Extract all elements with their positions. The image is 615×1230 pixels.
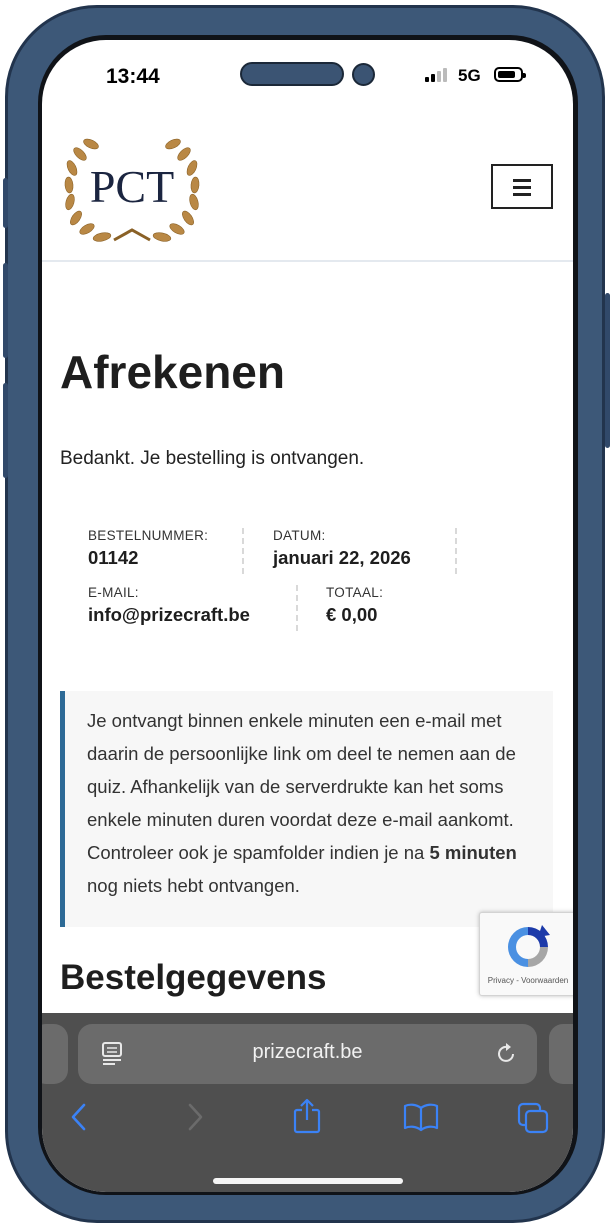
order-details-title: Bestelgegevens <box>60 958 327 997</box>
status-bar <box>42 40 573 112</box>
previous-tab-peek[interactable] <box>42 1024 68 1084</box>
home-indicator[interactable] <box>213 1178 403 1184</box>
divider <box>242 528 244 574</box>
dynamic-island <box>240 62 344 86</box>
battery-icon <box>494 67 523 82</box>
power-button <box>605 293 610 448</box>
network-label: 5G <box>458 66 481 85</box>
address-bar[interactable] <box>78 1024 537 1084</box>
svg-text:PCT: PCT <box>89 161 175 212</box>
email-value: info@prizecraft.be <box>88 604 250 625</box>
site-header <box>42 112 573 262</box>
back-icon[interactable] <box>68 1101 90 1133</box>
side-button <box>3 178 8 228</box>
url-text[interactable]: prizecraft.be <box>252 1041 363 1063</box>
share-icon[interactable] <box>292 1097 322 1135</box>
tabs-icon[interactable] <box>516 1101 550 1135</box>
status-time: 13:44 <box>106 65 160 88</box>
thanks-message: Bedankt. Je bestelling is ontvangen. <box>60 448 365 469</box>
notice-text: Je ontvangt binnen enkele minuten een e-mail met daarin de persoonlijke link om deel te nemen aan de quiz. Afhankelijk van de serverdrukte kan het soms enkele minuten duren voordat deze e-mail aankomt. Controleer ook je spamfolder indien je na 5 minuten nog niets hebt ontvangen. <box>87 710 517 896</box>
bookmarks-icon[interactable] <box>402 1101 440 1133</box>
browser-chrome <box>42 1013 573 1192</box>
notice-bold: 5 minuten <box>429 842 517 863</box>
email-notice <box>60 691 553 927</box>
camera-icon <box>352 63 375 86</box>
divider <box>455 528 457 574</box>
volume-up-button <box>3 263 8 358</box>
recaptcha-icon <box>502 921 554 973</box>
forward-icon[interactable] <box>184 1101 206 1133</box>
volume-down-button <box>3 383 8 478</box>
order-number-label: BESTELNUMMER: <box>88 528 209 543</box>
recaptcha-links[interactable]: Privacy - Voorwaarden <box>487 976 569 985</box>
total-label: TOTAAL: <box>326 585 384 600</box>
next-tab-peek[interactable] <box>549 1024 573 1084</box>
page-title: Afrekenen <box>60 346 285 398</box>
recaptcha-badge[interactable] <box>479 912 573 996</box>
date-value: januari 22, 2026 <box>273 547 411 568</box>
signal-icon <box>425 68 449 82</box>
email-label: E-MAIL: <box>88 585 139 600</box>
reload-icon[interactable] <box>494 1042 518 1066</box>
total-value: € 0,00 <box>326 604 378 625</box>
order-number-value: 01142 <box>88 547 139 568</box>
screen <box>42 40 573 1192</box>
hamburger-menu-icon[interactable] <box>491 164 553 209</box>
date-label: DATUM: <box>273 528 326 543</box>
pct-logo[interactable] <box>62 134 202 246</box>
divider <box>296 585 298 631</box>
